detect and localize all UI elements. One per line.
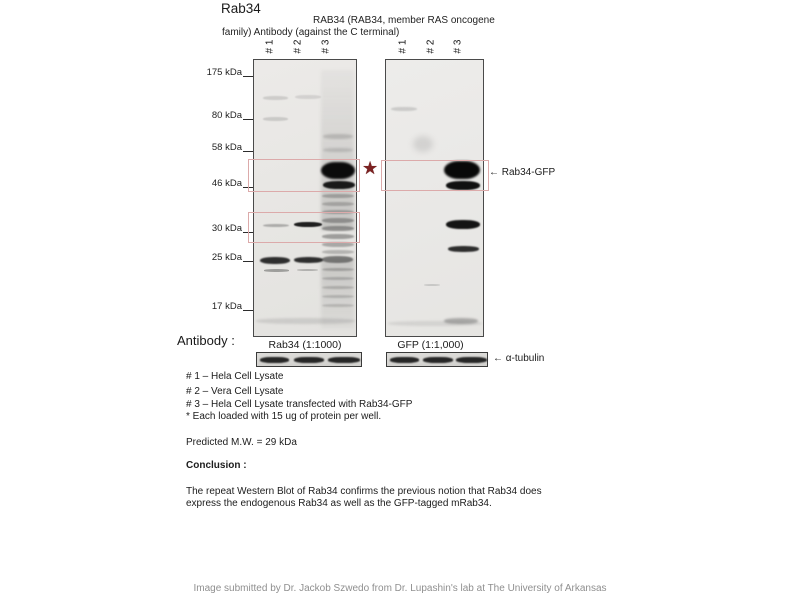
antibody-subtitle-line2: family) Antibody (against the C terminal) bbox=[222, 27, 400, 38]
conclusion-heading: Conclusion : bbox=[186, 460, 247, 471]
panel-caption-gfp: GFP (1:1,000) bbox=[397, 339, 464, 351]
image-credit: Image submitted by Dr. Jackob Szwedo from Dr. Lupashin's lab at The University of Arkansas bbox=[193, 583, 607, 594]
highlight-box-left-upper bbox=[248, 159, 360, 192]
mw-tick bbox=[243, 261, 253, 262]
tubulin-strip-left bbox=[256, 352, 362, 367]
legend-line-2: # 2 – Vera Cell Lysate bbox=[186, 386, 284, 397]
highlight-box-right bbox=[381, 160, 489, 191]
conclusion-line-1: The repeat Western Blot of Rab34 confirms the previous notion that Rab34 does bbox=[186, 486, 542, 497]
rab34-gfp-arrow-label: ← Rab34-GFP bbox=[489, 167, 556, 178]
blot-panel-rab34 bbox=[253, 59, 357, 337]
mw-marker-30: 30 kDa bbox=[183, 222, 253, 234]
figure-title: Rab34 bbox=[221, 1, 261, 16]
mw-marker-17: 17 kDa bbox=[183, 300, 253, 312]
antibody-subtitle-line1: RAB34 (RAB34, member RAS oncogene bbox=[313, 15, 495, 26]
predicted-mw: Predicted M.W. = 29 kDa bbox=[186, 437, 297, 448]
blot-panel-gfp bbox=[385, 59, 484, 337]
tubulin-arrow-label: ← α-tubulin bbox=[493, 353, 545, 364]
lane-label-right-2: # 2 bbox=[425, 39, 437, 54]
lane-label-left-3: # 3 bbox=[320, 39, 332, 54]
lane-label-right-3: # 3 bbox=[452, 39, 464, 54]
mw-marker-80: 80 kDa bbox=[183, 109, 253, 121]
panel-caption-rab34: Rab34 (1:1000) bbox=[268, 339, 342, 351]
lane-label-left-1: # 1 bbox=[264, 39, 276, 54]
lane-label-left-2: # 2 bbox=[292, 39, 304, 54]
conclusion-line-2: express the endogenous Rab34 as well as the GFP-tagged mRab34. bbox=[186, 498, 492, 509]
lane-label-right-1: # 1 bbox=[397, 39, 409, 54]
mw-marker-175: 175 kDa bbox=[183, 66, 253, 78]
legend-line-3: # 3 – Hela Cell Lysate transfected with Rab34-GFP bbox=[186, 399, 413, 410]
mw-marker-25: 25 kDa bbox=[183, 251, 253, 263]
legend-line-1: # 1 – Hela Cell Lysate bbox=[186, 371, 284, 382]
mw-tick bbox=[243, 119, 253, 120]
antibody-row-label: Antibody : bbox=[177, 333, 235, 348]
legend-line-4: * Each loaded with 15 ug of protein per well. bbox=[186, 411, 382, 422]
tubulin-strip-right bbox=[386, 352, 488, 367]
star-icon: ★ bbox=[362, 158, 379, 178]
mw-marker-58: 58 kDa bbox=[183, 141, 253, 153]
mw-marker-46: 46 kDa bbox=[183, 177, 253, 189]
mw-tick bbox=[243, 310, 253, 311]
highlight-box-left-lower bbox=[248, 212, 360, 243]
mw-tick bbox=[243, 151, 253, 152]
mw-tick bbox=[243, 76, 253, 77]
